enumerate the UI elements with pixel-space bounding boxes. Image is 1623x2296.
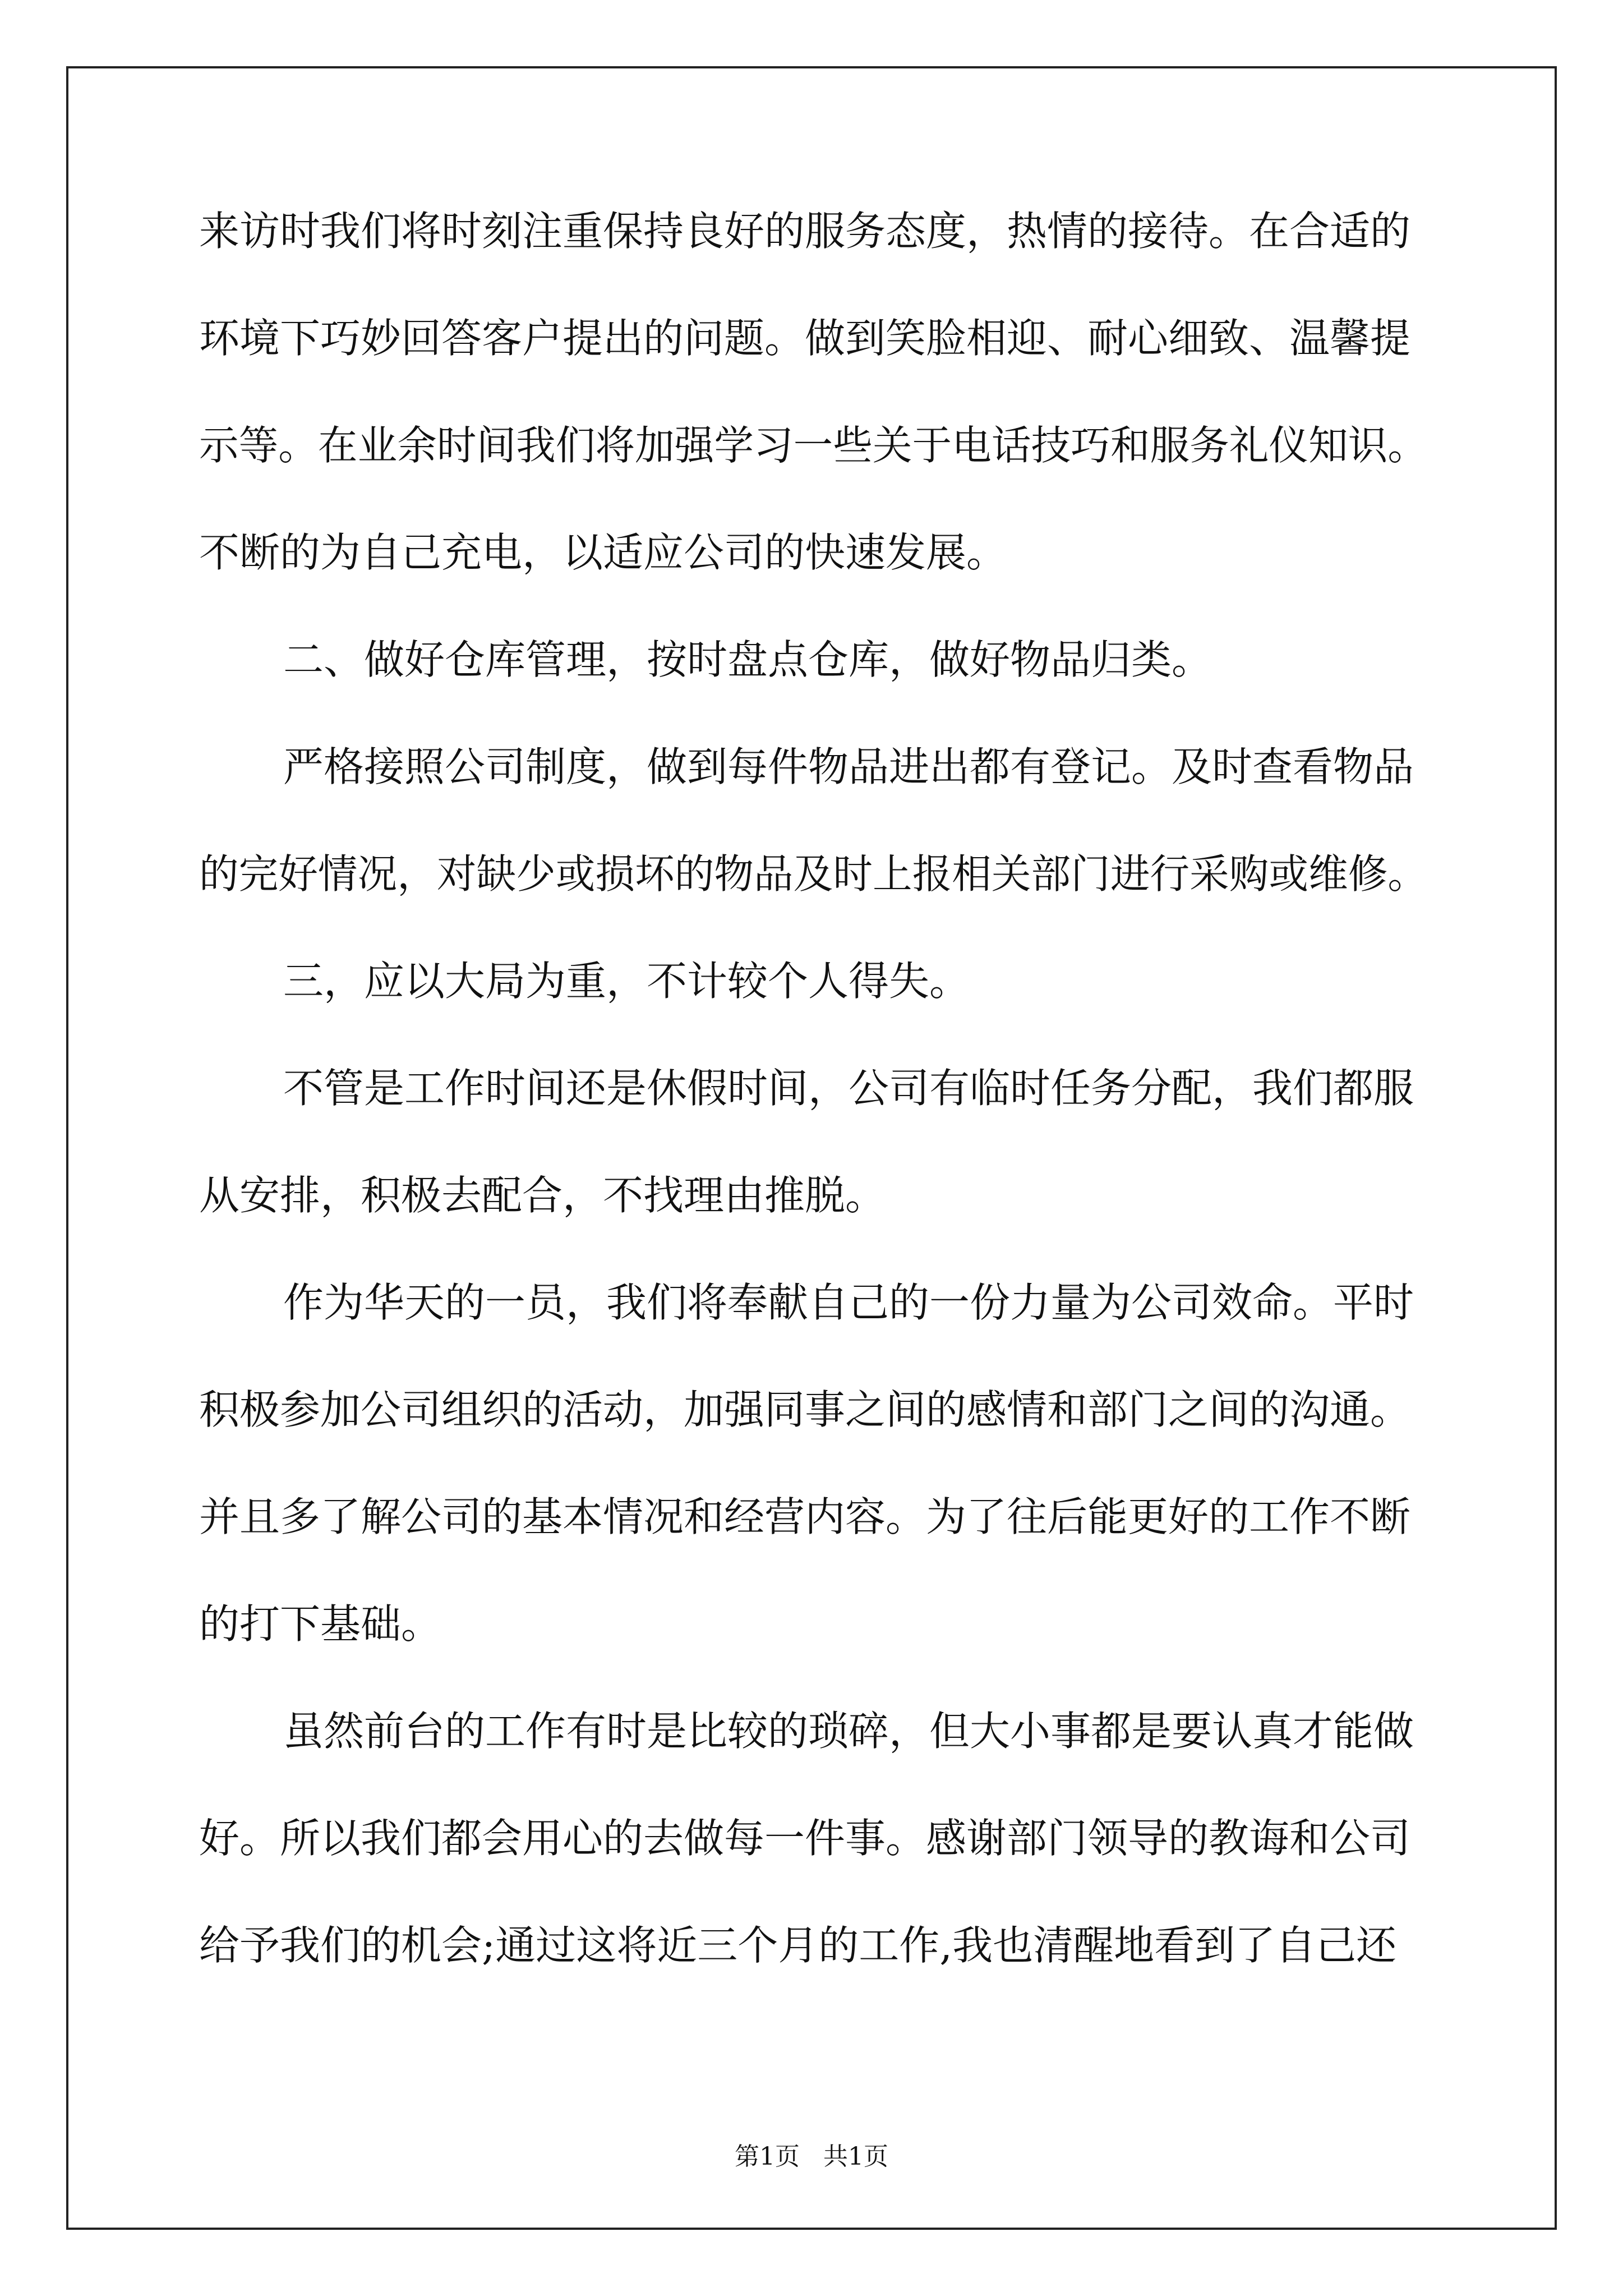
text-line-9: 不管是工作时间还是休假时间，公司有临时任务分配，我们都服 xyxy=(283,1065,1414,1112)
text-line-11: 作为华天的一员，我们将奉献自己的一份力量为公司效命。平时 xyxy=(283,1279,1414,1326)
text-line-10: 从安排，积极去配合，不找理由推脱。 xyxy=(199,1172,886,1219)
page-number-footer: 第1页 共1页 xyxy=(735,2142,888,2171)
text-line-16: 好。所以我们都会用心的去做每一件事。感谢部门领导的教诲和公司 xyxy=(199,1815,1411,1862)
text-line-1: 来访时我们将时刻注重保持良好的服务态度，热情的接待。在合适的 xyxy=(199,208,1411,255)
text-line-13: 并且多了解公司的基本情况和经营内容。为了往后能更好的工作不断 xyxy=(199,1493,1411,1540)
section-heading-2: 二、做好仓库管理，按时盘点仓库，做好物品归类。 xyxy=(283,636,1212,683)
text-line-15: 虽然前台的工作有时是比较的琐碎，但大小事都是要认真才能做 xyxy=(283,1708,1414,1755)
text-line-6: 严格接照公司制度，做到每件物品进出都有登记。及时查看物品 xyxy=(283,743,1414,790)
text-line-17: 给予我们的机会;通过这将近三个月的工作,我也清醒地看到了自己还 xyxy=(199,1922,1397,1969)
text-line-2: 环境下巧妙回答客户提出的问题。做到笑脸相迎、耐心细致、温馨提 xyxy=(199,315,1411,362)
text-line-3: 示等。在业余时间我们将加强学习一些关于电话技巧和服务礼仪知识。 xyxy=(199,422,1428,469)
page-border xyxy=(66,66,1557,2230)
text-line-7: 的完好情况，对缺少或损坏的物品及时上报相关部门进行采购或维修。 xyxy=(199,850,1428,898)
section-heading-3: 三，应以大局为重，不计较个人得失。 xyxy=(283,958,970,1005)
text-line-12: 积极参加公司组织的活动，加强同事之间的感情和部门之间的沟通。 xyxy=(199,1386,1411,1433)
text-line-14: 的打下基础。 xyxy=(199,1600,442,1648)
text-line-4: 不断的为自己充电，以适应公司的快速发展。 xyxy=(199,529,1007,576)
